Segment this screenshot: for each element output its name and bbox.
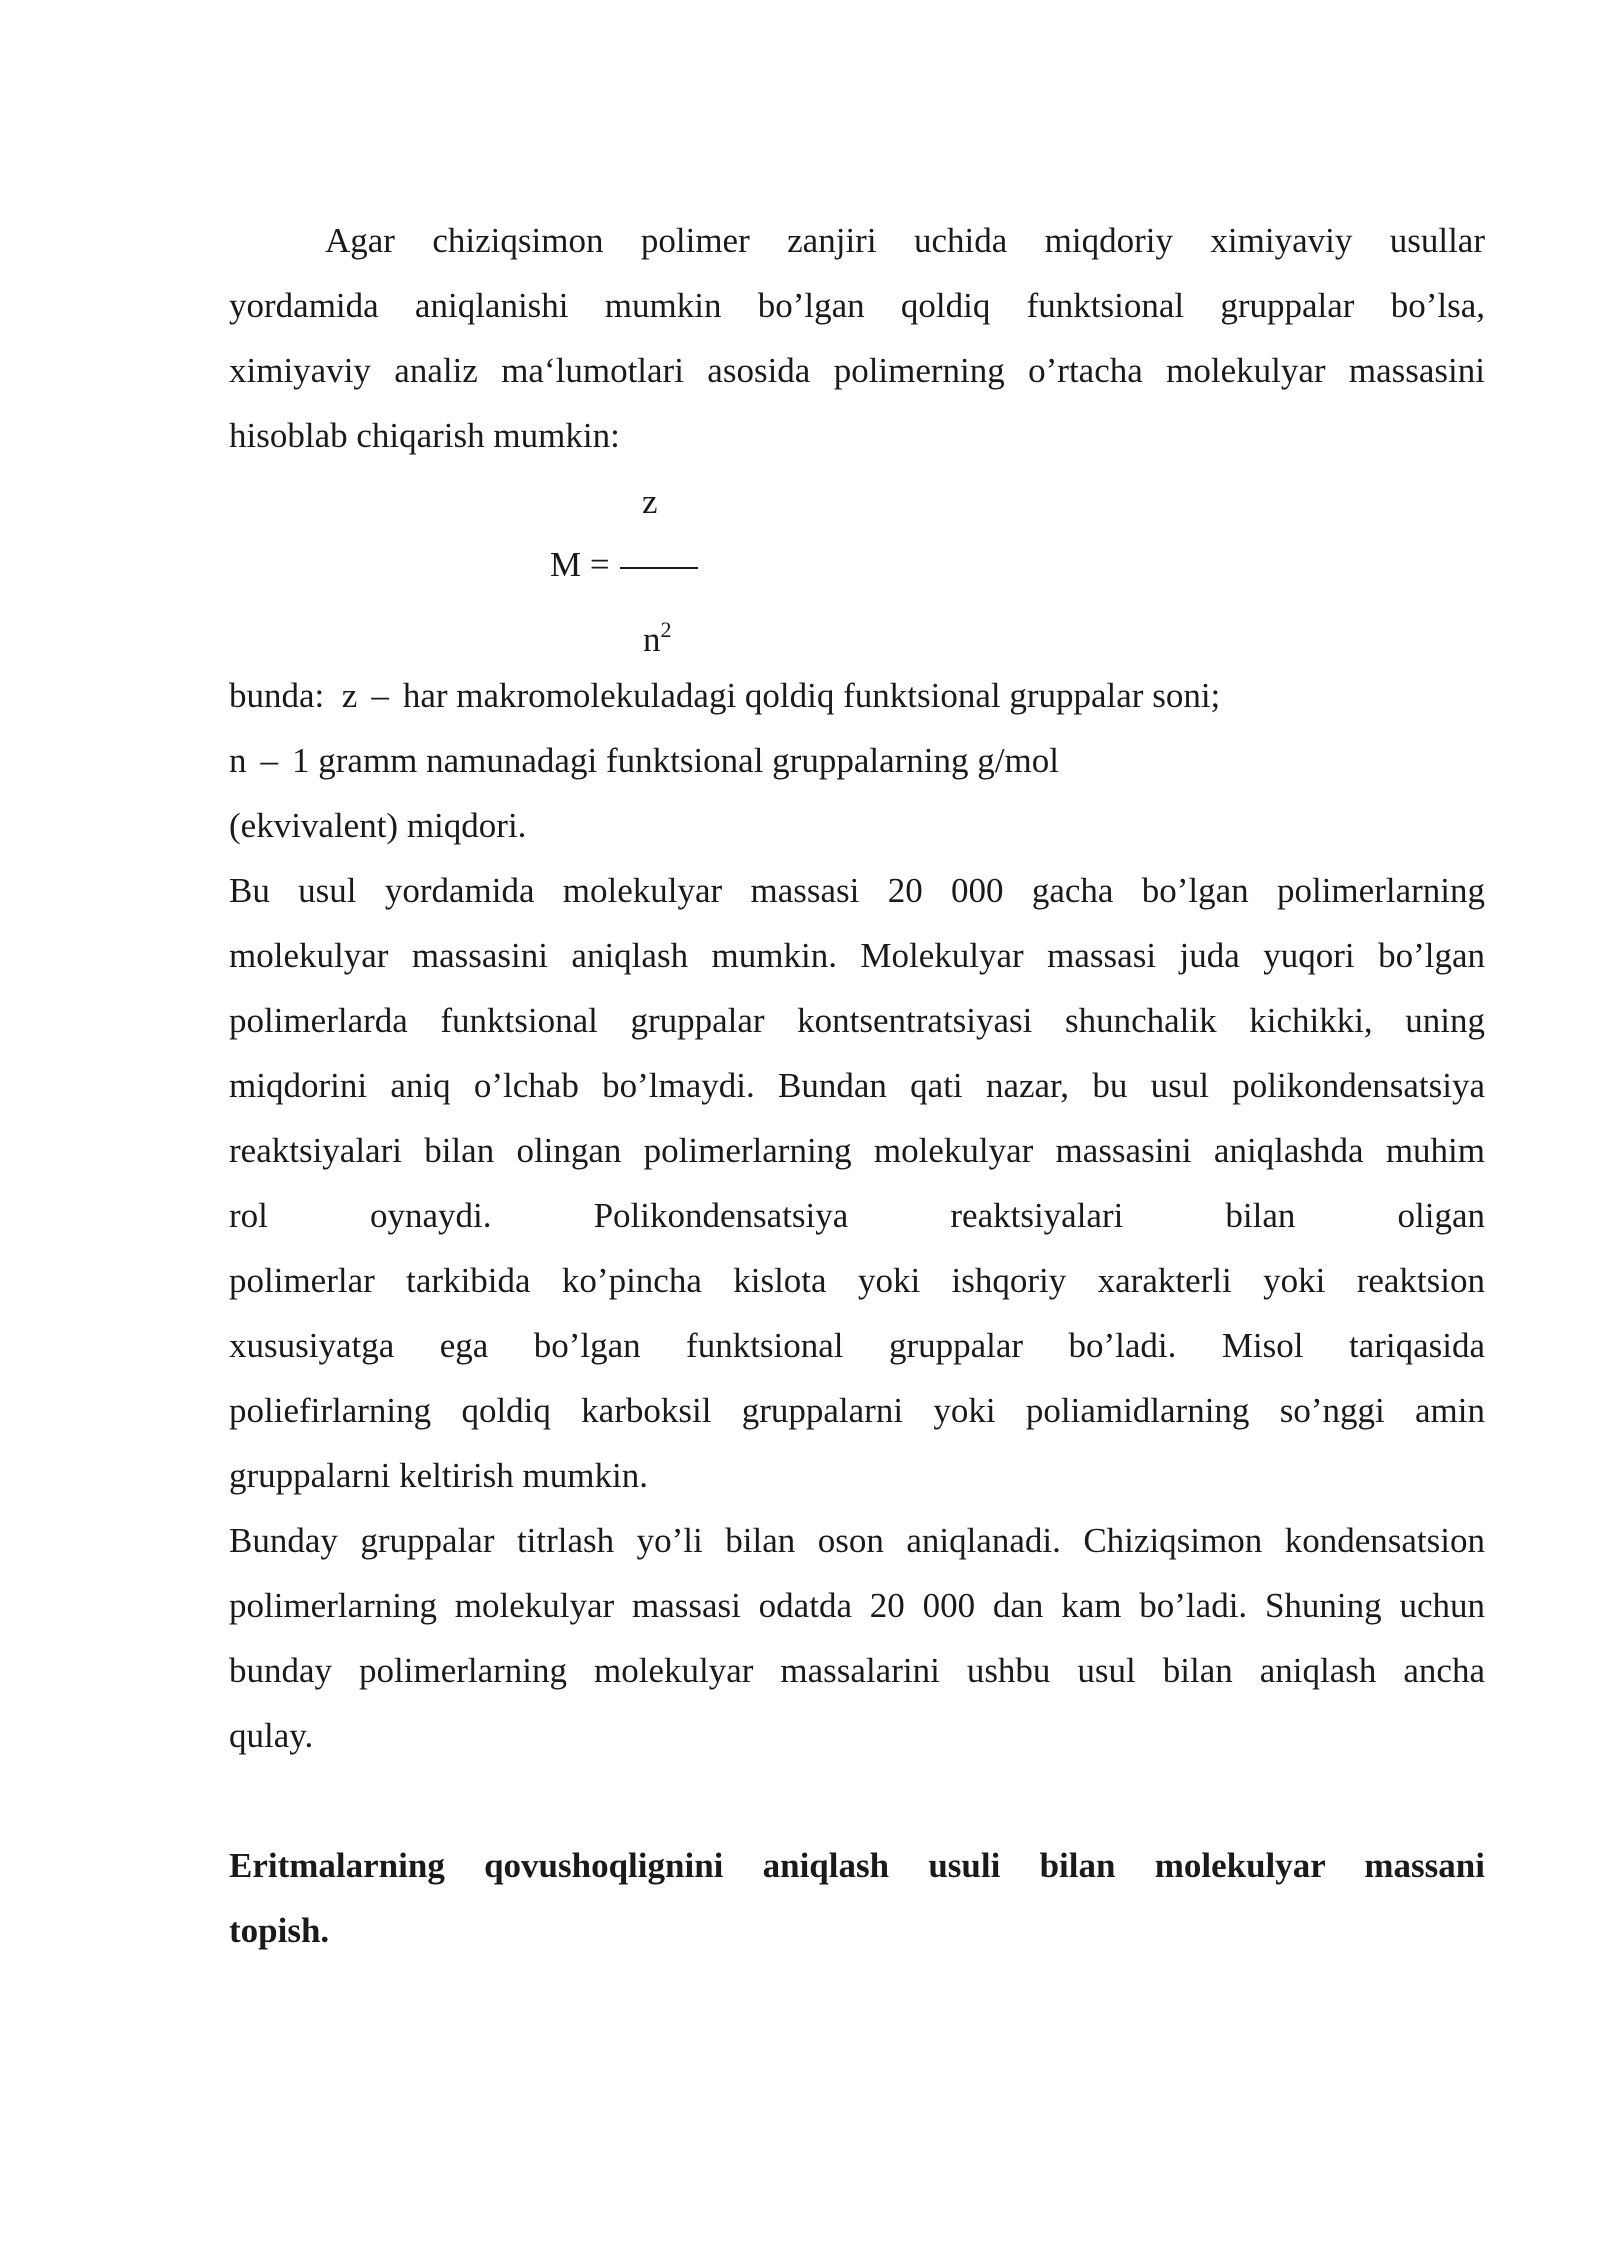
formula-fraction-bar xyxy=(620,567,698,569)
definition-text-1: har makromolekuladagi qoldiq funktsional gruppalar soni; xyxy=(402,676,1221,715)
paragraph-1-line-4: hisoblab chiqarish mumkin: xyxy=(229,416,620,455)
paragraph-3-line-2: polimerlarning molekulyar massasi odatda 20 000 dan kam bo’ladi. Shuning uchun xyxy=(229,1586,1485,1625)
definition-dash-1: – xyxy=(371,676,389,715)
definition-symbol-z: z xyxy=(341,676,358,715)
paragraph-3-line-1: Bunday gruppalar titrlash yo’li bilan oson aniqlanadi. Chiziqsimon kondensatsion xyxy=(229,1521,1485,1560)
definition-line-2 xyxy=(229,741,1059,781)
formula-lhs: M = xyxy=(550,545,610,584)
paragraph-2-line-10: gruppalarni keltirish mumkin. xyxy=(229,1456,648,1495)
definition-prefix: bunda: xyxy=(229,676,325,715)
formula-denominator-base: n xyxy=(643,620,661,659)
paragraph-1-line-3: ximiyaviy analiz ma‘lumotlari asosida polimerning o’rtacha molekulyar massasini xyxy=(229,351,1485,390)
paragraph-2-line-4: miqdorini aniq o’lchab bo’lmaydi. Bundan qati nazar, bu usul polikondensatsiya xyxy=(229,1066,1485,1105)
definition-text-2: 1 gramm namunadagi funktsional gruppalarning g/mol xyxy=(292,741,1059,780)
paragraph-2-line-5: reaktsiyalari bilan olingan polimerlarning molekulyar massasini aniqlashda muhim xyxy=(229,1131,1485,1170)
definition-line-1 xyxy=(229,676,1220,716)
formula-numerator: z xyxy=(642,482,658,521)
section-heading-line-1: Eritmalarning qovushoqlignini aniqlash usuli bilan molekulyar massani xyxy=(229,1846,1485,1885)
paragraph-1-line-1: Agar chiziqsimon polimer zanjiri uchida miqdoriy ximiyaviy usullar xyxy=(325,221,1485,260)
section-heading-line-2: topish. xyxy=(229,1911,330,1950)
paragraph-3-line-3: bunday polimerlarning molekulyar massalarini ushbu usul bilan aniqlash ancha xyxy=(229,1651,1485,1690)
paragraph-2-line-2: molekulyar massasini aniqlash mumkin. Molekulyar massasi juda yuqori bo’lgan xyxy=(229,936,1485,975)
paragraph-3-line-4: qulay. xyxy=(229,1716,314,1755)
paragraph-2-line-8: xususiyatga ega bo’lgan funktsional gruppalar bo’ladi. Misol tariqasida xyxy=(229,1326,1485,1365)
paragraph-2-line-6: rol oynaydi. Polikondensatsiya reaktsiyalari bilan oligan xyxy=(229,1196,1485,1235)
paragraph-2-line-9: poliefirlarning qoldiq karboksil gruppalarni yoki poliamidlarning so’nggi amin xyxy=(229,1391,1485,1430)
paragraph-1-line-2: yordamida aniqlanishi mumkin bo’lgan qoldiq funktsional gruppalar bo’lsa, xyxy=(229,286,1485,325)
definition-symbol-n: n xyxy=(229,741,247,780)
formula-denominator xyxy=(643,610,672,660)
formula-exponent: 2 xyxy=(660,617,672,642)
paragraph-2-line-7: polimerlar tarkibida ko’pincha kislota yoki ishqoriy xarakterli yoki reaktsion xyxy=(229,1261,1485,1300)
paragraph-2-line-3: polimerlarda funktsional gruppalar kontsentratsiyasi shunchalik kichikki, uning xyxy=(229,1001,1485,1040)
paragraph-2-line-1: Bu usul yordamida molekulyar massasi 20 000 gacha bo’lgan polimerlarning xyxy=(229,871,1485,910)
definition-dash-2: – xyxy=(260,741,278,780)
definition-line-3: (ekvivalent) miqdori. xyxy=(229,806,527,845)
